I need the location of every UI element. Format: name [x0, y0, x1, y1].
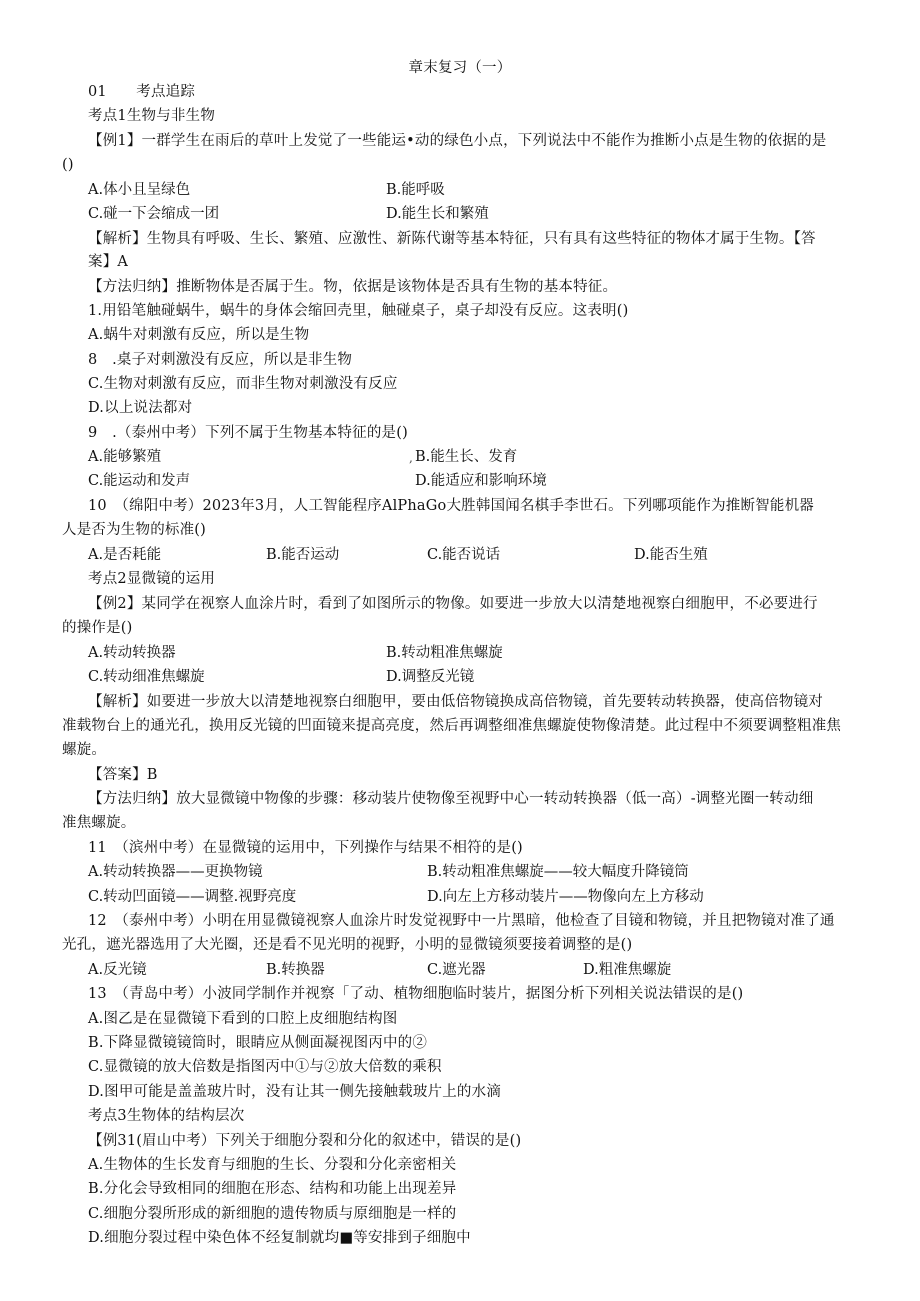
q13-option-b: B.下降显微镜镜筒时，眼睛应从侧面凝视图丙中的② — [88, 1035, 428, 1051]
q12-option-b: B.转换器 — [266, 962, 325, 978]
q12-option-c: C.遮光器 — [427, 962, 486, 978]
ex2-option-c: C.转动细准焦螺旋 — [88, 669, 205, 685]
q12-question-cont: 光孔，遮光器选用了大光圈，还是看不见光明的视野，小明的显微镜须要接着调整的是() — [62, 937, 633, 953]
q1-option-a: A.蜗牛对刺激有反应，所以是生物 — [88, 327, 310, 343]
ex2-option-d: D.调整反光镜 — [386, 669, 475, 685]
ex2-option-b: B.转动粗准焦螺旋 — [386, 645, 503, 661]
q10-option-c: C.能否说话 — [427, 547, 501, 563]
ex1-question-cont: () — [62, 157, 74, 173]
ex2-question-cont: 的操作是() — [62, 620, 133, 636]
page-title: 章末复习（一） — [408, 60, 512, 76]
q9-option-a: A.能够繁殖 — [88, 449, 162, 465]
kp3-heading: 考点3生物体的结构层次 — [88, 1108, 245, 1124]
ex2-analysis: 【解析】如要进一步放大以清楚地视察白细胞甲，要由低倍物镜换成高倍物镜，首先要转动转换器，使高倍物镜对 — [88, 694, 823, 710]
q11-question: 11 （滨州中考）在显微镜的运用中，下列操作与结果不相符的是() — [88, 840, 523, 856]
ex2-method-cont: 准焦螺旋。 — [62, 815, 136, 831]
q10-option-d: D.能否生殖 — [634, 547, 708, 563]
stray-mark: , — [409, 451, 413, 465]
ex2-option-a: A.转动转换器 — [88, 645, 176, 661]
q1-option-d: D.以上说法都对 — [88, 400, 193, 416]
q10-question: 10 （绵阳中考）2023年3月，人工智能程序AlPhaGo大胜韩国闻名棋手李世石。下列哪项能作为推断智能机器 — [88, 498, 814, 514]
ex1-option-b: B.能呼吸 — [386, 182, 445, 198]
q1-option-b: 8 .桌子对刺激没有反应，所以是非生物 — [88, 352, 353, 368]
ex3-option-c: C.细胞分裂所形成的新细胞的遗传物质与原细胞是一样的 — [88, 1206, 457, 1222]
ex1-option-c: C.碰一下会缩成一团 — [88, 206, 220, 222]
q12-question: 12 （泰州中考）小明在用显微镜视察人血涂片时发觉视野中一片黑暗，他检查了目镜和物镜，并且把物镜对准了通 — [88, 913, 835, 929]
ex3-option-a: A.生物体的生长发育与细胞的生长、分裂和分化亲密相关 — [88, 1157, 457, 1173]
q11-option-b: B.转动粗准焦螺旋——较大幅度升降镜筒 — [427, 864, 689, 880]
ex2-analysis-cont2: 螺旋。 — [62, 742, 107, 758]
ex1-question: 【例1】一群学生在雨后的草叶上发觉了一些能运•动的绿色小点，下列说法中不能作为推断小点是生物的依据的是 — [88, 133, 827, 149]
ex1-option-d: D.能生长和繁殖 — [386, 206, 489, 222]
ex1-analysis: 【解析】生物具有呼吸、生长、繁殖、应激性、新陈代谢等基本特征，只有具有这些特征的物体才属于生物。【答 — [88, 231, 816, 247]
ex1-answer: 案】A — [88, 254, 129, 270]
q1-option-c: C.生物对刺激有反应，而非生物对刺激没有反应 — [88, 376, 398, 392]
q10-question-cont: 人是否为生物的标准() — [62, 522, 207, 538]
q13-option-a: A.图乙是在显微镜下看到的口腔上皮细胞结构图 — [88, 1011, 398, 1027]
q10-option-b: B.能否运动 — [266, 547, 340, 563]
q11-option-c: C.转动凹面镜——调整.视野亮度 — [88, 889, 297, 905]
q12-option-a: A.反光镜 — [88, 962, 147, 978]
q9-question: 9 .（泰州中考）下列不属于生物基本特征的是() — [88, 425, 408, 441]
ex2-question: 【例2】某同学在视察人血涂片时，看到了如图所示的物像。如要进一步放大以清楚地视察白细胞甲，不必要进行 — [88, 596, 818, 612]
q13-question: 13 （青岛中考）小波同学制作并视察「了动、植物细胞临时装片，据图分析下列相关说法错误的是() — [88, 986, 744, 1002]
ex2-analysis-cont1: 准载物台上的通光孔，换用反光镜的凹面镜来提高亮度，然后再调整细准焦螺旋使物像清楚。此过程中不须要调整粗准焦 — [62, 718, 842, 734]
ex3-question: 【例31(眉山中考）下列关于细胞分裂和分化的叙述中，错误的是() — [88, 1133, 522, 1149]
q13-option-c: C.显微镜的放大倍数是指图丙中①与②放大倍数的乘积 — [88, 1059, 442, 1075]
q1-question: 1.用铅笔触碰蜗牛，蜗牛的身体会缩回壳里，触碰桌子，桌子却没有反应。这表明() — [88, 303, 629, 319]
q13-option-d: D.图甲可能是盖盖玻片时，没有让其一侧先接触载玻片上的水滴 — [88, 1084, 502, 1100]
q12-option-d: D.粗准焦螺旋 — [583, 962, 672, 978]
ex3-option-d: D.细胞分裂过程中染色体不经复制就均■等安排到子细胞中 — [88, 1230, 471, 1246]
section-heading: 01 考点追踪 — [88, 84, 196, 100]
q9-option-d: D.能适应和影响环境 — [415, 473, 547, 489]
ex2-method: 【方法归纳】放大显微镜中物像的步骤：移动装片使物像至视野中心一转动转换器（低一高）-调整光圈一转动细 — [88, 791, 814, 807]
ex1-method: 【方法归纳】推断物体是否属于生。物，依据是该物体是否具有生物的基本特征。 — [88, 279, 618, 295]
ex2-answer: 【答案】B — [88, 767, 158, 783]
q9-option-b: B.能生长、发育 — [415, 449, 518, 465]
q11-option-d: D.向左上方移动装片——物像向左上方移动 — [427, 889, 704, 905]
kp1-heading: 考点1生物与非生物 — [88, 108, 216, 124]
ex1-option-a: A.体小且呈绿色 — [88, 182, 191, 198]
ex3-option-b: B.分化会导致相同的细胞在形态、结构和功能上出现差异 — [88, 1181, 457, 1197]
kp2-heading: 考点2显微镜的运用 — [88, 571, 216, 587]
q9-option-c: C.能运动和发声 — [88, 473, 191, 489]
q10-option-a: A.是否耗能 — [88, 547, 162, 563]
q11-option-a: A.转动转换器——更换物镜 — [88, 864, 263, 880]
